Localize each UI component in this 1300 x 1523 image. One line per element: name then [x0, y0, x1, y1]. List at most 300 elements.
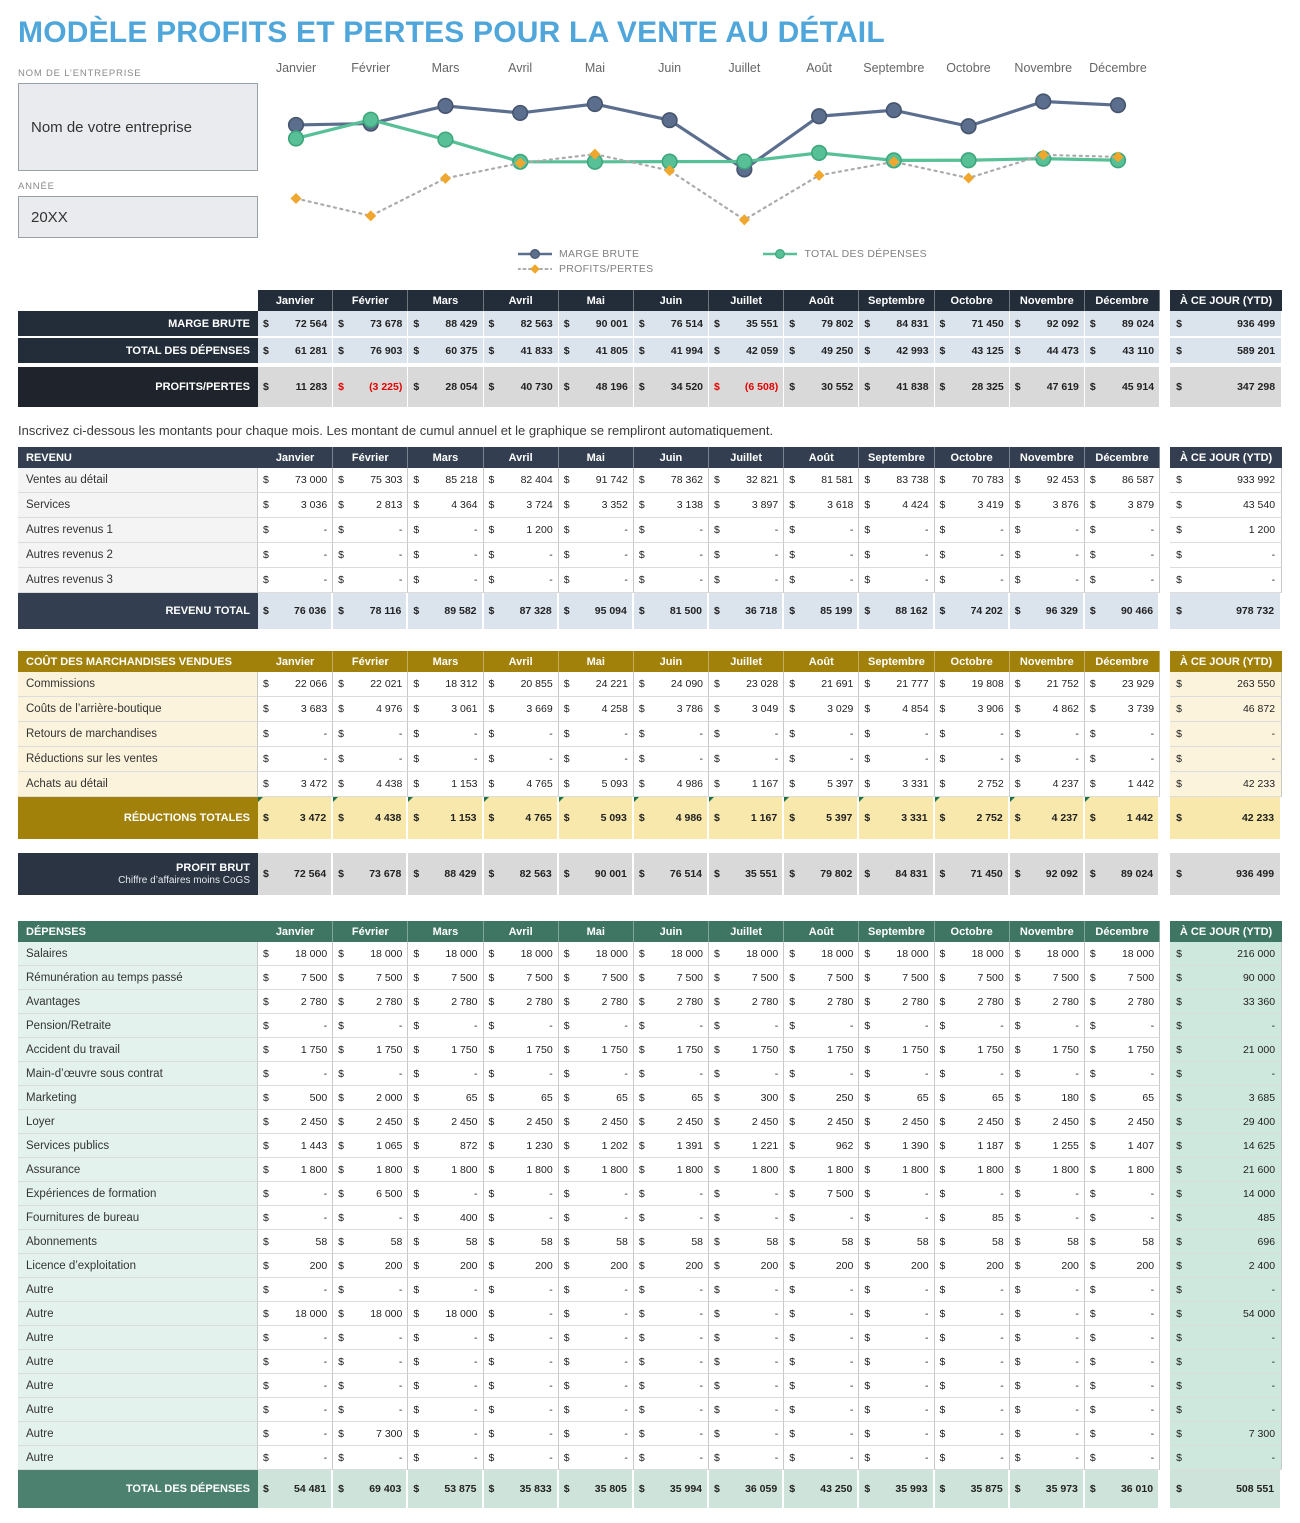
spreadsheet-cell[interactable]: [408, 493, 483, 518]
spreadsheet-cell[interactable]: [634, 1446, 709, 1470]
spreadsheet-cell[interactable]: [559, 797, 634, 839]
spreadsheet-cell[interactable]: [1085, 1158, 1160, 1182]
spreadsheet-cell[interactable]: [559, 1326, 634, 1350]
spreadsheet-cell[interactable]: [1085, 1278, 1160, 1302]
spreadsheet-cell[interactable]: [258, 1206, 333, 1230]
spreadsheet-cell[interactable]: [559, 1470, 634, 1508]
spreadsheet-cell[interactable]: [935, 1206, 1010, 1230]
spreadsheet-cell[interactable]: [484, 1422, 559, 1446]
spreadsheet-cell[interactable]: [1085, 1374, 1160, 1398]
spreadsheet-cell[interactable]: [408, 1254, 483, 1278]
spreadsheet-cell[interactable]: [709, 1278, 784, 1302]
spreadsheet-cell[interactable]: [258, 493, 333, 518]
spreadsheet-cell[interactable]: [258, 797, 333, 839]
company-name-field[interactable]: Nom de votre entreprise: [18, 83, 258, 171]
spreadsheet-cell[interactable]: [709, 518, 784, 543]
spreadsheet-cell[interactable]: [634, 1398, 709, 1422]
spreadsheet-cell[interactable]: [559, 1062, 634, 1086]
spreadsheet-cell[interactable]: [634, 1038, 709, 1062]
spreadsheet-cell[interactable]: [258, 853, 333, 895]
spreadsheet-cell[interactable]: [1010, 493, 1085, 518]
spreadsheet-cell[interactable]: [859, 338, 934, 365]
spreadsheet-cell[interactable]: [709, 1086, 784, 1110]
spreadsheet-cell[interactable]: [484, 990, 559, 1014]
spreadsheet-cell[interactable]: [935, 593, 1010, 629]
spreadsheet-cell[interactable]: [484, 1470, 559, 1508]
spreadsheet-cell[interactable]: [859, 697, 934, 722]
spreadsheet-cell[interactable]: [1010, 1446, 1085, 1470]
spreadsheet-cell[interactable]: [709, 1230, 784, 1254]
spreadsheet-cell[interactable]: [709, 1062, 784, 1086]
spreadsheet-cell[interactable]: [559, 1374, 634, 1398]
spreadsheet-cell[interactable]: [559, 1110, 634, 1134]
spreadsheet-cell[interactable]: [935, 797, 1010, 839]
spreadsheet-cell[interactable]: [559, 1254, 634, 1278]
spreadsheet-cell[interactable]: [408, 1182, 483, 1206]
spreadsheet-cell[interactable]: [333, 942, 408, 966]
spreadsheet-cell[interactable]: [634, 468, 709, 493]
spreadsheet-cell[interactable]: [484, 518, 559, 543]
spreadsheet-cell[interactable]: [559, 593, 634, 629]
spreadsheet-cell[interactable]: [333, 853, 408, 895]
spreadsheet-cell[interactable]: [333, 1446, 408, 1470]
spreadsheet-cell[interactable]: [333, 772, 408, 797]
spreadsheet-cell[interactable]: [784, 1230, 859, 1254]
spreadsheet-cell[interactable]: [784, 990, 859, 1014]
spreadsheet-cell[interactable]: [784, 1422, 859, 1446]
spreadsheet-cell[interactable]: [935, 1062, 1010, 1086]
spreadsheet-cell[interactable]: [935, 1470, 1010, 1508]
spreadsheet-cell[interactable]: [859, 853, 934, 895]
spreadsheet-cell[interactable]: [935, 1182, 1010, 1206]
spreadsheet-cell[interactable]: [1085, 1014, 1160, 1038]
spreadsheet-cell[interactable]: [709, 942, 784, 966]
spreadsheet-cell[interactable]: [859, 1110, 934, 1134]
spreadsheet-cell[interactable]: [484, 493, 559, 518]
spreadsheet-cell[interactable]: [408, 1086, 483, 1110]
spreadsheet-cell[interactable]: [935, 543, 1010, 568]
spreadsheet-cell[interactable]: [258, 1158, 333, 1182]
spreadsheet-cell[interactable]: [784, 493, 859, 518]
spreadsheet-cell[interactable]: [333, 468, 408, 493]
spreadsheet-cell[interactable]: [484, 311, 559, 338]
spreadsheet-cell[interactable]: [859, 1398, 934, 1422]
spreadsheet-cell[interactable]: [709, 543, 784, 568]
ytd-cell[interactable]: [1170, 493, 1282, 518]
spreadsheet-cell[interactable]: [935, 990, 1010, 1014]
spreadsheet-cell[interactable]: [1010, 593, 1085, 629]
ytd-cell[interactable]: [1170, 697, 1282, 722]
spreadsheet-cell[interactable]: [1085, 1350, 1160, 1374]
spreadsheet-cell[interactable]: [258, 1014, 333, 1038]
spreadsheet-cell[interactable]: [1085, 1110, 1160, 1134]
spreadsheet-cell[interactable]: [634, 1062, 709, 1086]
spreadsheet-cell[interactable]: [258, 1110, 333, 1134]
spreadsheet-cell[interactable]: [935, 672, 1010, 697]
spreadsheet-cell[interactable]: [1010, 1062, 1085, 1086]
spreadsheet-cell[interactable]: [634, 593, 709, 629]
spreadsheet-cell[interactable]: [559, 468, 634, 493]
spreadsheet-cell[interactable]: [859, 1470, 934, 1508]
spreadsheet-cell[interactable]: [859, 1182, 934, 1206]
ytd-cell[interactable]: [1170, 1470, 1282, 1508]
spreadsheet-cell[interactable]: [935, 311, 1010, 338]
spreadsheet-cell[interactable]: [784, 1038, 859, 1062]
spreadsheet-cell[interactable]: [333, 1086, 408, 1110]
spreadsheet-cell[interactable]: [935, 1422, 1010, 1446]
spreadsheet-cell[interactable]: [333, 1470, 408, 1508]
spreadsheet-cell[interactable]: [1085, 1254, 1160, 1278]
spreadsheet-cell[interactable]: [258, 543, 333, 568]
spreadsheet-cell[interactable]: [859, 672, 934, 697]
spreadsheet-cell[interactable]: [634, 311, 709, 338]
ytd-cell[interactable]: [1170, 1278, 1282, 1302]
spreadsheet-cell[interactable]: [709, 1182, 784, 1206]
spreadsheet-cell[interactable]: [484, 468, 559, 493]
spreadsheet-cell[interactable]: [258, 942, 333, 966]
spreadsheet-cell[interactable]: [408, 1230, 483, 1254]
spreadsheet-cell[interactable]: [484, 1446, 559, 1470]
spreadsheet-cell[interactable]: [333, 1374, 408, 1398]
spreadsheet-cell[interactable]: [634, 1254, 709, 1278]
spreadsheet-cell[interactable]: [333, 1014, 408, 1038]
spreadsheet-cell[interactable]: [1085, 1182, 1160, 1206]
spreadsheet-cell[interactable]: [333, 518, 408, 543]
spreadsheet-cell[interactable]: [559, 311, 634, 338]
spreadsheet-cell[interactable]: [1085, 568, 1160, 593]
spreadsheet-cell[interactable]: [258, 468, 333, 493]
spreadsheet-cell[interactable]: [709, 1350, 784, 1374]
spreadsheet-cell[interactable]: [559, 1422, 634, 1446]
spreadsheet-cell[interactable]: [634, 1326, 709, 1350]
spreadsheet-cell[interactable]: [408, 1110, 483, 1134]
ytd-cell[interactable]: [1170, 518, 1282, 543]
ytd-cell[interactable]: [1170, 942, 1282, 966]
spreadsheet-cell[interactable]: [484, 672, 559, 697]
spreadsheet-cell[interactable]: [408, 672, 483, 697]
spreadsheet-cell[interactable]: [859, 367, 934, 409]
spreadsheet-cell[interactable]: [784, 1302, 859, 1326]
spreadsheet-cell[interactable]: [935, 1110, 1010, 1134]
spreadsheet-cell[interactable]: [333, 697, 408, 722]
spreadsheet-cell[interactable]: [408, 367, 483, 409]
spreadsheet-cell[interactable]: [859, 1158, 934, 1182]
spreadsheet-cell[interactable]: [1010, 1374, 1085, 1398]
spreadsheet-cell[interactable]: [859, 966, 934, 990]
spreadsheet-cell[interactable]: [333, 1134, 408, 1158]
spreadsheet-cell[interactable]: [1085, 1206, 1160, 1230]
spreadsheet-cell[interactable]: [1010, 747, 1085, 772]
spreadsheet-cell[interactable]: [559, 772, 634, 797]
spreadsheet-cell[interactable]: [484, 853, 559, 895]
spreadsheet-cell[interactable]: [559, 338, 634, 365]
spreadsheet-cell[interactable]: [634, 493, 709, 518]
spreadsheet-cell[interactable]: [559, 518, 634, 543]
spreadsheet-cell[interactable]: [859, 1374, 934, 1398]
spreadsheet-cell[interactable]: [1010, 1110, 1085, 1134]
ytd-cell[interactable]: [1170, 1086, 1282, 1110]
spreadsheet-cell[interactable]: [784, 853, 859, 895]
spreadsheet-cell[interactable]: [859, 747, 934, 772]
spreadsheet-cell[interactable]: [784, 1062, 859, 1086]
spreadsheet-cell[interactable]: [709, 772, 784, 797]
spreadsheet-cell[interactable]: [258, 1302, 333, 1326]
spreadsheet-cell[interactable]: [634, 1230, 709, 1254]
spreadsheet-cell[interactable]: [935, 1134, 1010, 1158]
spreadsheet-cell[interactable]: [1010, 772, 1085, 797]
spreadsheet-cell[interactable]: [1010, 367, 1085, 409]
spreadsheet-cell[interactable]: [1010, 1398, 1085, 1422]
spreadsheet-cell[interactable]: [709, 367, 784, 409]
spreadsheet-cell[interactable]: [1085, 672, 1160, 697]
spreadsheet-cell[interactable]: [859, 311, 934, 338]
spreadsheet-cell[interactable]: [258, 722, 333, 747]
ytd-cell[interactable]: [1170, 1350, 1282, 1374]
ytd-cell[interactable]: [1170, 1014, 1282, 1038]
spreadsheet-cell[interactable]: [784, 772, 859, 797]
spreadsheet-cell[interactable]: [634, 697, 709, 722]
spreadsheet-cell[interactable]: [1010, 966, 1085, 990]
spreadsheet-cell[interactable]: [484, 1038, 559, 1062]
spreadsheet-cell[interactable]: [408, 853, 483, 895]
spreadsheet-cell[interactable]: [408, 697, 483, 722]
spreadsheet-cell[interactable]: [408, 1158, 483, 1182]
spreadsheet-cell[interactable]: [634, 1158, 709, 1182]
spreadsheet-cell[interactable]: [709, 722, 784, 747]
spreadsheet-cell[interactable]: [634, 1278, 709, 1302]
spreadsheet-cell[interactable]: [709, 568, 784, 593]
spreadsheet-cell[interactable]: [859, 1230, 934, 1254]
spreadsheet-cell[interactable]: [709, 966, 784, 990]
spreadsheet-cell[interactable]: [1085, 1062, 1160, 1086]
spreadsheet-cell[interactable]: [859, 722, 934, 747]
spreadsheet-cell[interactable]: [333, 672, 408, 697]
spreadsheet-cell[interactable]: [709, 1110, 784, 1134]
spreadsheet-cell[interactable]: [484, 1230, 559, 1254]
spreadsheet-cell[interactable]: [1085, 1446, 1160, 1470]
ytd-cell[interactable]: [1170, 672, 1282, 697]
spreadsheet-cell[interactable]: [634, 338, 709, 365]
spreadsheet-cell[interactable]: [258, 990, 333, 1014]
spreadsheet-cell[interactable]: [408, 797, 483, 839]
spreadsheet-cell[interactable]: [484, 367, 559, 409]
spreadsheet-cell[interactable]: [859, 990, 934, 1014]
spreadsheet-cell[interactable]: [408, 593, 483, 629]
spreadsheet-cell[interactable]: [559, 1302, 634, 1326]
spreadsheet-cell[interactable]: [1010, 1038, 1085, 1062]
ytd-cell[interactable]: [1170, 338, 1282, 365]
spreadsheet-cell[interactable]: [559, 568, 634, 593]
spreadsheet-cell[interactable]: [1010, 1158, 1085, 1182]
spreadsheet-cell[interactable]: [859, 568, 934, 593]
spreadsheet-cell[interactable]: [784, 1470, 859, 1508]
spreadsheet-cell[interactable]: [484, 722, 559, 747]
spreadsheet-cell[interactable]: [258, 1326, 333, 1350]
spreadsheet-cell[interactable]: [784, 722, 859, 747]
spreadsheet-cell[interactable]: [484, 593, 559, 629]
spreadsheet-cell[interactable]: [408, 1374, 483, 1398]
spreadsheet-cell[interactable]: [1010, 468, 1085, 493]
spreadsheet-cell[interactable]: [484, 1110, 559, 1134]
spreadsheet-cell[interactable]: [935, 747, 1010, 772]
ytd-cell[interactable]: [1170, 311, 1282, 338]
spreadsheet-cell[interactable]: [784, 1398, 859, 1422]
spreadsheet-cell[interactable]: [935, 493, 1010, 518]
spreadsheet-cell[interactable]: [859, 468, 934, 493]
spreadsheet-cell[interactable]: [333, 311, 408, 338]
spreadsheet-cell[interactable]: [258, 338, 333, 365]
spreadsheet-cell[interactable]: [859, 797, 934, 839]
spreadsheet-cell[interactable]: [859, 772, 934, 797]
ytd-cell[interactable]: [1170, 1422, 1282, 1446]
spreadsheet-cell[interactable]: [1085, 1470, 1160, 1508]
spreadsheet-cell[interactable]: [634, 722, 709, 747]
ytd-cell[interactable]: [1170, 853, 1282, 895]
spreadsheet-cell[interactable]: [784, 1134, 859, 1158]
spreadsheet-cell[interactable]: [258, 1134, 333, 1158]
ytd-cell[interactable]: [1170, 1254, 1282, 1278]
spreadsheet-cell[interactable]: [709, 1014, 784, 1038]
ytd-cell[interactable]: [1170, 1110, 1282, 1134]
spreadsheet-cell[interactable]: [859, 1278, 934, 1302]
spreadsheet-cell[interactable]: [935, 518, 1010, 543]
spreadsheet-cell[interactable]: [1085, 1086, 1160, 1110]
spreadsheet-cell[interactable]: [1085, 1302, 1160, 1326]
spreadsheet-cell[interactable]: [333, 797, 408, 839]
spreadsheet-cell[interactable]: [258, 1086, 333, 1110]
spreadsheet-cell[interactable]: [559, 493, 634, 518]
ytd-cell[interactable]: [1170, 593, 1282, 629]
spreadsheet-cell[interactable]: [935, 1254, 1010, 1278]
spreadsheet-cell[interactable]: [784, 468, 859, 493]
spreadsheet-cell[interactable]: [784, 1014, 859, 1038]
spreadsheet-cell[interactable]: [784, 1182, 859, 1206]
spreadsheet-cell[interactable]: [484, 942, 559, 966]
spreadsheet-cell[interactable]: [484, 1254, 559, 1278]
spreadsheet-cell[interactable]: [258, 1038, 333, 1062]
spreadsheet-cell[interactable]: [1010, 1254, 1085, 1278]
spreadsheet-cell[interactable]: [484, 1182, 559, 1206]
spreadsheet-cell[interactable]: [258, 1422, 333, 1446]
spreadsheet-cell[interactable]: [258, 697, 333, 722]
spreadsheet-cell[interactable]: [1085, 338, 1160, 365]
spreadsheet-cell[interactable]: [709, 990, 784, 1014]
spreadsheet-cell[interactable]: [484, 1086, 559, 1110]
spreadsheet-cell[interactable]: [1010, 1230, 1085, 1254]
ytd-cell[interactable]: [1170, 966, 1282, 990]
spreadsheet-cell[interactable]: [1010, 1086, 1085, 1110]
spreadsheet-cell[interactable]: [1010, 1182, 1085, 1206]
spreadsheet-cell[interactable]: [1085, 942, 1160, 966]
spreadsheet-cell[interactable]: [333, 1254, 408, 1278]
spreadsheet-cell[interactable]: [258, 966, 333, 990]
spreadsheet-cell[interactable]: [935, 966, 1010, 990]
spreadsheet-cell[interactable]: [935, 1038, 1010, 1062]
spreadsheet-cell[interactable]: [258, 311, 333, 338]
spreadsheet-cell[interactable]: [709, 1398, 784, 1422]
spreadsheet-cell[interactable]: [935, 722, 1010, 747]
spreadsheet-cell[interactable]: [1085, 493, 1160, 518]
spreadsheet-cell[interactable]: [408, 990, 483, 1014]
spreadsheet-cell[interactable]: [859, 1038, 934, 1062]
spreadsheet-cell[interactable]: [484, 1014, 559, 1038]
spreadsheet-cell[interactable]: [859, 1014, 934, 1038]
spreadsheet-cell[interactable]: [258, 1182, 333, 1206]
spreadsheet-cell[interactable]: [1010, 1470, 1085, 1508]
spreadsheet-cell[interactable]: [408, 1446, 483, 1470]
spreadsheet-cell[interactable]: [634, 568, 709, 593]
spreadsheet-cell[interactable]: [408, 518, 483, 543]
spreadsheet-cell[interactable]: [258, 518, 333, 543]
spreadsheet-cell[interactable]: [935, 1230, 1010, 1254]
spreadsheet-cell[interactable]: [1010, 1014, 1085, 1038]
spreadsheet-cell[interactable]: [784, 1374, 859, 1398]
spreadsheet-cell[interactable]: [408, 1422, 483, 1446]
spreadsheet-cell[interactable]: [859, 1302, 934, 1326]
spreadsheet-cell[interactable]: [559, 747, 634, 772]
spreadsheet-cell[interactable]: [935, 853, 1010, 895]
spreadsheet-cell[interactable]: [333, 1062, 408, 1086]
spreadsheet-cell[interactable]: [258, 367, 333, 409]
spreadsheet-cell[interactable]: [484, 338, 559, 365]
spreadsheet-cell[interactable]: [1085, 1038, 1160, 1062]
spreadsheet-cell[interactable]: [484, 747, 559, 772]
spreadsheet-cell[interactable]: [784, 543, 859, 568]
spreadsheet-cell[interactable]: [1085, 772, 1160, 797]
spreadsheet-cell[interactable]: [258, 1254, 333, 1278]
spreadsheet-cell[interactable]: [333, 1038, 408, 1062]
spreadsheet-cell[interactable]: [1010, 672, 1085, 697]
spreadsheet-cell[interactable]: [484, 1326, 559, 1350]
spreadsheet-cell[interactable]: [408, 1062, 483, 1086]
spreadsheet-cell[interactable]: [258, 568, 333, 593]
spreadsheet-cell[interactable]: [709, 593, 784, 629]
spreadsheet-cell[interactable]: [258, 593, 333, 629]
spreadsheet-cell[interactable]: [1085, 697, 1160, 722]
spreadsheet-cell[interactable]: [484, 772, 559, 797]
spreadsheet-cell[interactable]: [333, 338, 408, 365]
spreadsheet-cell[interactable]: [935, 1302, 1010, 1326]
spreadsheet-cell[interactable]: [709, 1470, 784, 1508]
spreadsheet-cell[interactable]: [258, 1446, 333, 1470]
spreadsheet-cell[interactable]: [935, 367, 1010, 409]
spreadsheet-cell[interactable]: [709, 1374, 784, 1398]
spreadsheet-cell[interactable]: [784, 697, 859, 722]
ytd-cell[interactable]: [1170, 1230, 1282, 1254]
spreadsheet-cell[interactable]: [408, 1350, 483, 1374]
spreadsheet-cell[interactable]: [634, 990, 709, 1014]
spreadsheet-cell[interactable]: [935, 568, 1010, 593]
spreadsheet-cell[interactable]: [559, 990, 634, 1014]
spreadsheet-cell[interactable]: [258, 1350, 333, 1374]
spreadsheet-cell[interactable]: [408, 1326, 483, 1350]
spreadsheet-cell[interactable]: [784, 311, 859, 338]
spreadsheet-cell[interactable]: [408, 1398, 483, 1422]
spreadsheet-cell[interactable]: [408, 1278, 483, 1302]
ytd-cell[interactable]: [1170, 1326, 1282, 1350]
spreadsheet-cell[interactable]: [784, 1350, 859, 1374]
spreadsheet-cell[interactable]: [1010, 1278, 1085, 1302]
ytd-cell[interactable]: [1170, 468, 1282, 493]
spreadsheet-cell[interactable]: [634, 1422, 709, 1446]
spreadsheet-cell[interactable]: [1085, 853, 1160, 895]
spreadsheet-cell[interactable]: [859, 1206, 934, 1230]
ytd-cell[interactable]: [1170, 568, 1282, 593]
ytd-cell[interactable]: [1170, 797, 1282, 839]
spreadsheet-cell[interactable]: [859, 1062, 934, 1086]
spreadsheet-cell[interactable]: [408, 772, 483, 797]
ytd-cell[interactable]: [1170, 543, 1282, 568]
